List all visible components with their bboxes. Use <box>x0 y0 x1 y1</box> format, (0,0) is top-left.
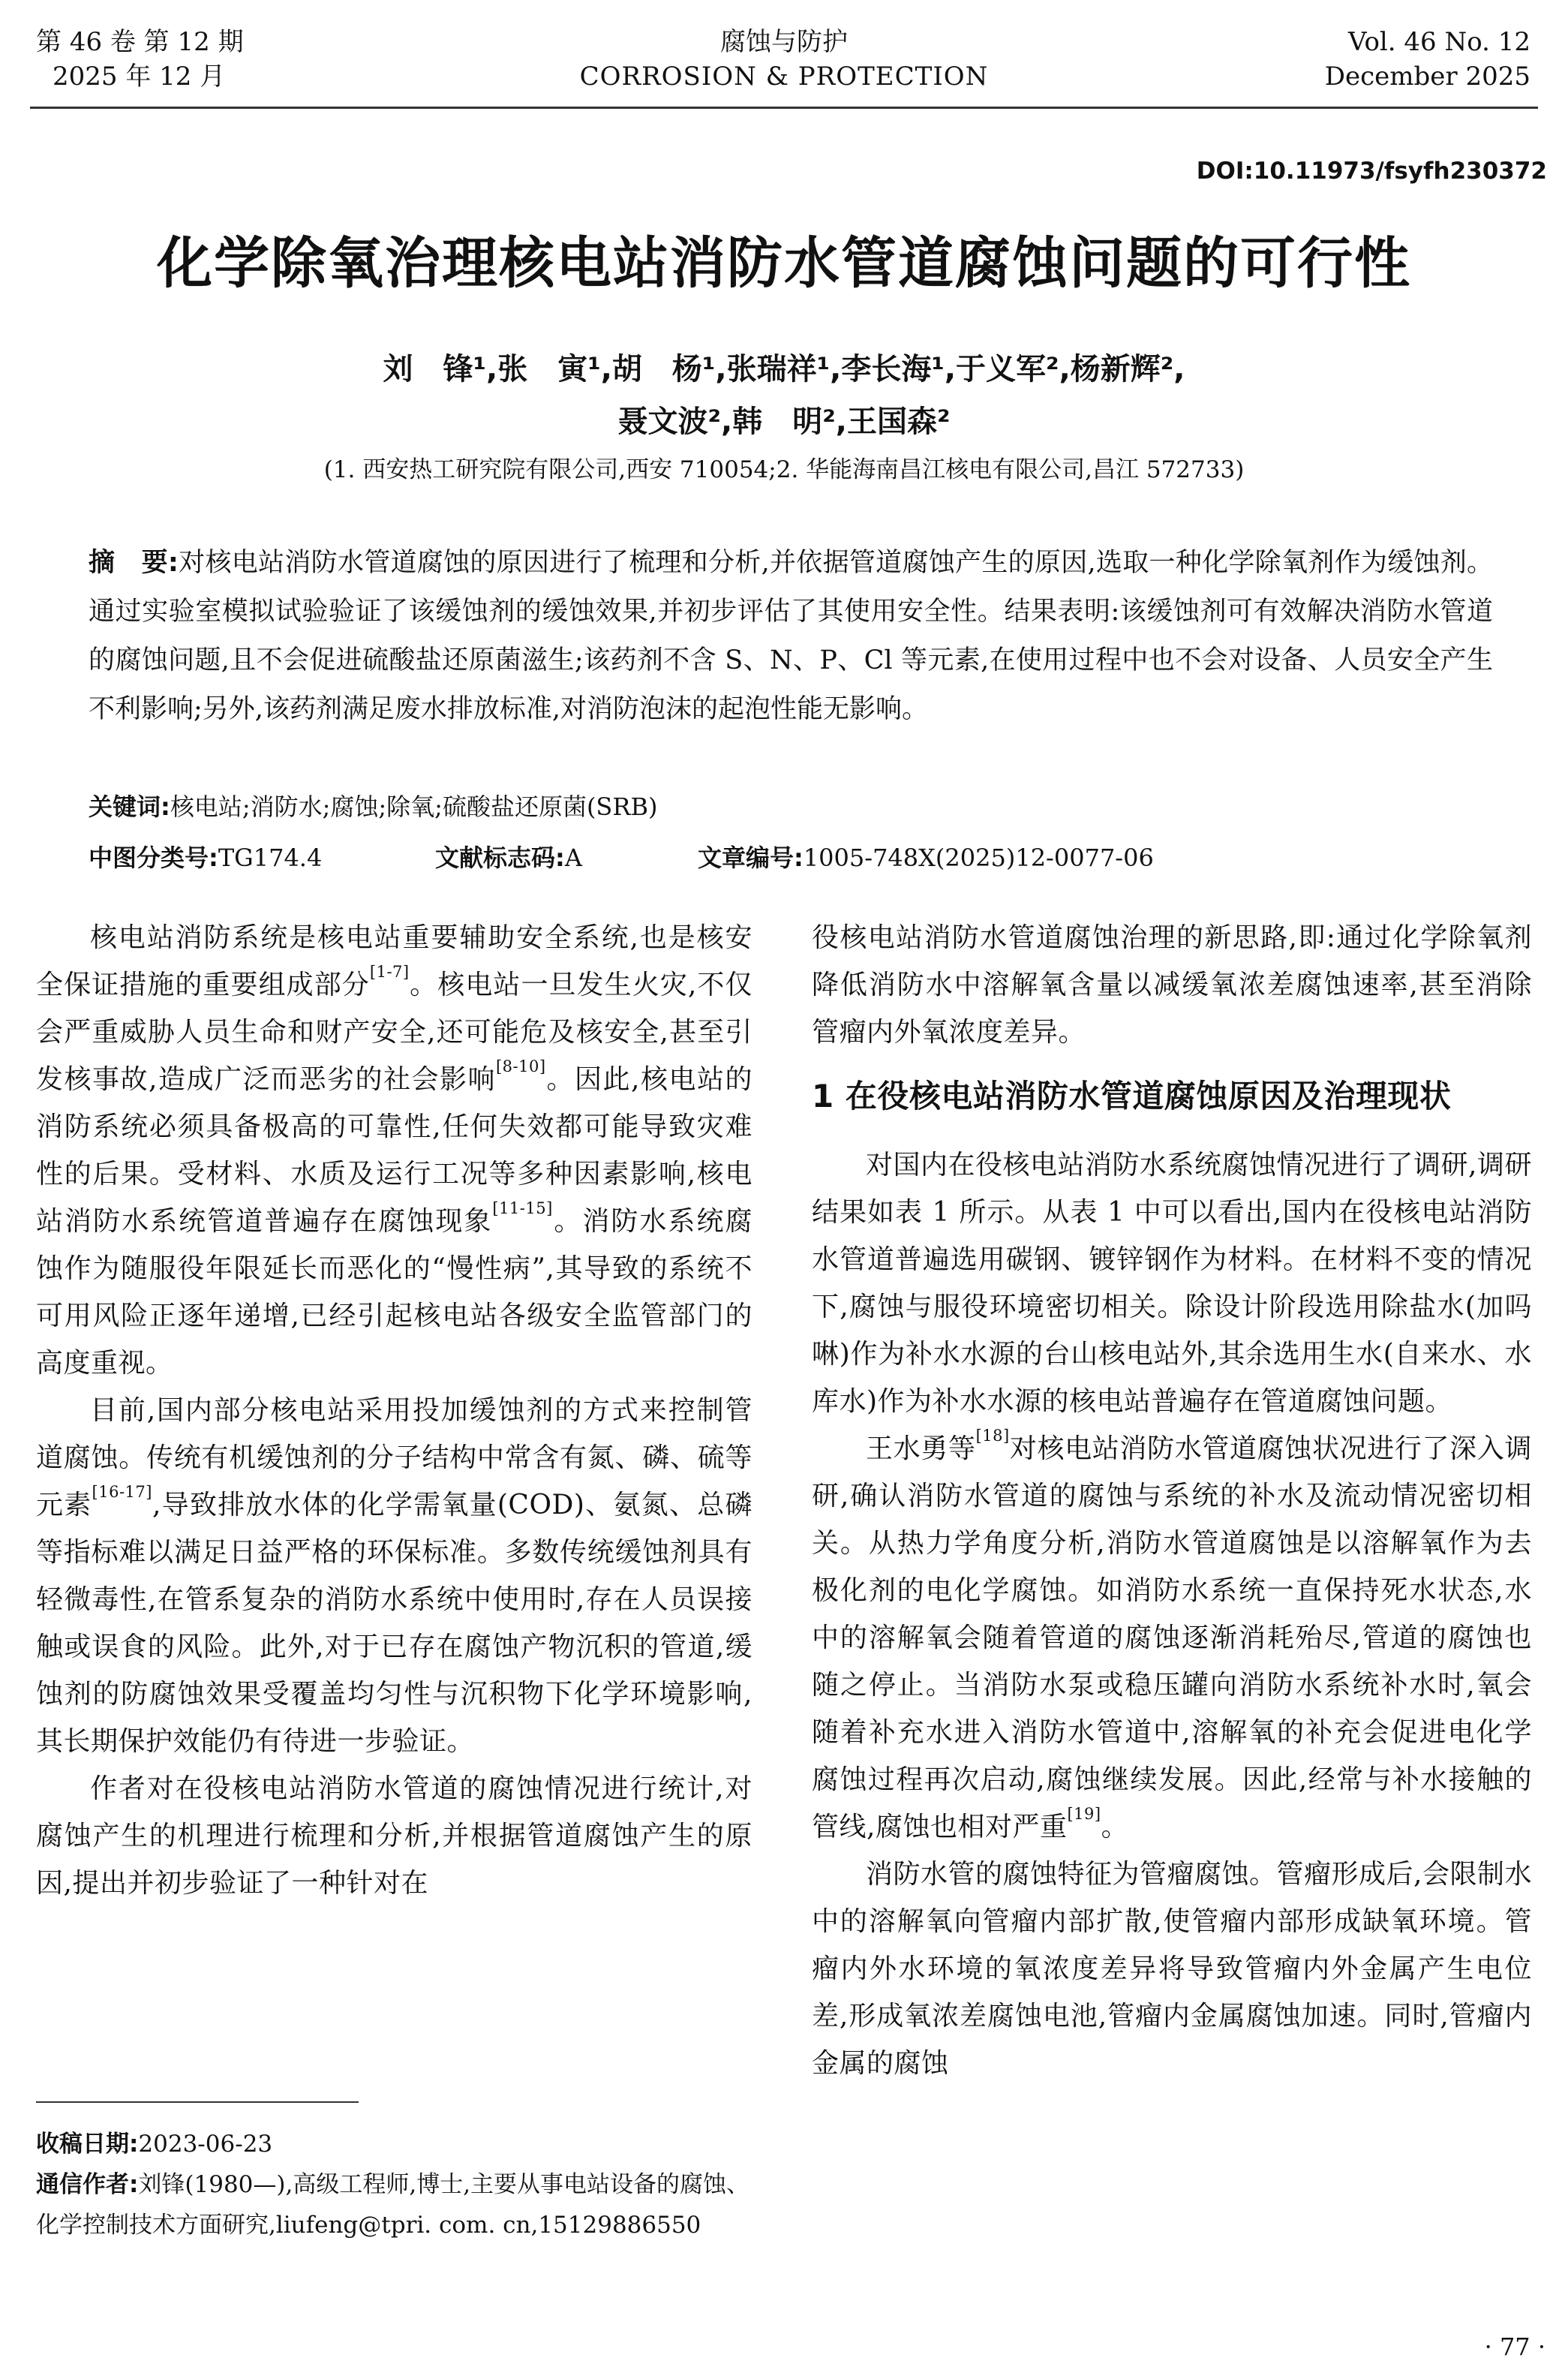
author-value: 刘锋(1980—),高级工程师,博士,主要从事电站设备的腐蚀、化学控制技术方面研究,liufeng@tpri. com. cn,15129886550 <box>36 2171 750 2239</box>
footnote-rule <box>36 2101 359 2103</box>
article-number-value: 1005-748X(2025)12-0077-06 <box>803 844 1154 872</box>
section-heading: 1 在役核电站消防水管道腐蚀原因及治理现状 <box>812 1078 1452 1114</box>
citation: [19] <box>1067 1805 1101 1823</box>
paper-title: 化学除氧治理核电站消防水管道腐蚀问题的可行性 <box>157 231 1411 296</box>
doi: DOI:10.11973/fsyfh230372 <box>1196 158 1547 185</box>
text-run: 目前,国内部分核电站采用投加缓蚀剂的方式来控制管道腐蚀。传统有机缓蚀剂的分子结构中常含有氮、磷、硫等元素 <box>36 1395 752 1520</box>
keywords <box>89 788 657 823</box>
paragraph <box>812 1425 1532 1851</box>
citation: [16-17] <box>92 1483 152 1501</box>
paragraph <box>36 1387 752 1765</box>
citation: [18] <box>975 1427 1010 1445</box>
article-number-label: 文章编号: <box>698 844 804 872</box>
abstract-label: 摘 要: <box>89 548 179 578</box>
text-run: 核电站消防系统是核电站重要辅助安全系统,也是核安全保证措施的重要组成部分 <box>36 922 752 1000</box>
body-left-column <box>36 914 752 1907</box>
doc-code-value: A <box>564 844 582 872</box>
clc-label: 中图分类号: <box>89 844 218 872</box>
paragraph: 役核电站消防水管道腐蚀治理的新思路,即:通过化学除氧剂降低消防水中溶解氧含量以减缓氧浓差腐蚀速率,甚至消除管瘤内外氧浓度差异。 <box>812 922 1532 1048</box>
body-right-column <box>812 914 1532 2087</box>
clc-value: TG174.4 <box>218 844 323 872</box>
clc-number <box>89 839 322 874</box>
author-label: 通信作者: <box>36 2171 139 2198</box>
text-run: 。因此,核电站的消防系统必须具备极高的可靠性,任何失效都可能导致灾难性的后果。受材料、水质及运行工况等多种因素影响,核电站消防水系统管道普遍存在腐蚀现象 <box>36 1064 752 1237</box>
received-date <box>36 2124 756 2164</box>
text-run: 。消防水系统腐蚀作为随服役年限延长而恶化的“慢性病”,其导致的系统不可用风险正逐年递增,已经引起核电站各级安全监管部门的高度重视。 <box>36 1206 752 1379</box>
keywords-label: 关键词: <box>89 792 170 821</box>
abstract-text: 对核电站消防水管道腐蚀的原因进行了梳理和分析,并依据管道腐蚀产生的原因,选取一种化学除氧剂作为缓蚀剂。通过实验室模拟试验验证了该缓蚀剂的缓蚀效果,并初步评估了其使用安全性。结果表明:该缓蚀剂可有效解决消防水管道的腐蚀问题,且不会促进硫酸盐还原菌滋生;该药剂不含 S、N、P、Cl 等元素,在使用过程中也不会对设备、人员安全产生不利影响;另外,该药剂满足废水排放标准,对消防泡沫的起泡性能无影响。 <box>89 548 1493 724</box>
journal-name: 腐蚀与防护 <box>720 27 848 57</box>
doc-code <box>435 839 582 874</box>
paragraph: 作者对在役核电站消防水管道的腐蚀情况进行统计,对腐蚀产生的机理进行梳理和分析,并根据管道腐蚀产生的原因,提出并初步验证了一种针对在 <box>36 1773 752 1899</box>
page-number: · 77 · <box>1484 2332 1545 2361</box>
paragraph: 对国内在役核电站消防水系统腐蚀情况进行了调研,调研结果如表 1 所示。从表 1 中可以看出,国内在役核电站消防水管道普遍选用碳钢、镀锌钢作为材料。在材料不变的情况下,腐蚀与服役环境密切相关。除设计阶段选用除盐水(加吗啉)作为补水水源的台山核电站外,其余选用生水(自来水、水库水)作为补水水源的核电站普遍存在管道腐蚀问题。 <box>812 1150 1532 1417</box>
authors-line-2: 聂文波²,韩 明²,王国森² <box>617 405 951 439</box>
paragraph <box>36 914 752 1387</box>
authors-line-1: 刘 锋¹,张 寅¹,胡 杨¹,张瑞祥¹,李长海¹,于义军²,杨新辉², <box>383 352 1185 386</box>
header-volume: 第 46 卷 第 12 期 <box>36 27 244 57</box>
text-run: ,导致排放水体的化学需氧量(COD)、氨氮、总磷等指标难以满足日益严格的环保标准。多数传统缓蚀剂具有轻微毒性,在管系复杂的消防水系统中使用时,存在人员误接触或误食的风险。此外,对于已存在腐蚀产物沉积的管道,缓蚀剂的防腐蚀效果受覆盖均匀性与沉积物下化学环境影响,其长期保护效能仍有待进一步验证。 <box>36 1490 752 1757</box>
article-number <box>698 839 1154 874</box>
header-date: 2025 年 12 月 <box>53 62 226 92</box>
doc-code-label: 文献标志码: <box>435 844 565 872</box>
text-run: 。 <box>1101 1812 1129 1842</box>
keywords-text: 核电站;消防水;腐蚀;除氧;硫酸盐还原菌(SRB) <box>170 792 658 821</box>
received-label: 收稿日期: <box>36 2131 139 2158</box>
affiliations: (1. 西安热工研究院有限公司,西安 710054;2. 华能海南昌江核电有限公司,昌江 572733) <box>323 456 1245 483</box>
header-month: December 2025 <box>1324 62 1530 92</box>
text-run: 王水勇等 <box>866 1433 976 1464</box>
corresponding-author <box>36 2164 756 2245</box>
text-run: 对核电站消防水管道腐蚀状况进行了深入调研,确认消防水管道的腐蚀与系统的补水及流动情况密切相关。从热力学角度分析,消防水管道腐蚀是以溶解氧作为去极化剂的电化学腐蚀。如消防水系统一直保持死水状态,水中的溶解氧会随着管道的腐蚀逐渐消耗殆尽,管道的腐蚀也随之停止。当消防水泵或稳压罐向消防水系统补水时,氧会随着补充水进入消防水管道中,溶解氧的补充会促进电化学腐蚀过程再次启动,腐蚀继续发展。因此,经常与补水接触的管线,腐蚀也相对严重 <box>812 1433 1532 1842</box>
text-run: 。核电站一旦发生火灾,不仅会严重威胁人员生命和财产安全,还可能危及核安全,甚至引发核事故,造成广泛而恶劣的社会影响 <box>36 970 752 1095</box>
header-rule <box>30 107 1538 109</box>
journal-name-en: CORROSION & PROTECTION <box>579 62 989 92</box>
citation: [11-15] <box>492 1199 553 1217</box>
received-value: 2023-06-23 <box>138 2131 273 2158</box>
citation: [8-10] <box>495 1057 546 1075</box>
abstract <box>89 539 1493 734</box>
paragraph: 消防水管的腐蚀特征为管瘤腐蚀。管瘤形成后,会限制水中的溶解氧向管瘤内部扩散,使管瘤内部形成缺氧环境。管瘤内外水环境的氧浓度差异将导致管瘤内外金属产生电位差,形成氧浓差腐蚀电池,管瘤内金属腐蚀加速。同时,管瘤内金属的腐蚀 <box>812 1859 1532 2079</box>
footnote <box>36 2124 756 2245</box>
citation: [1-7] <box>369 963 410 981</box>
header-vol-no: Vol. 46 No. 12 <box>1348 27 1530 57</box>
